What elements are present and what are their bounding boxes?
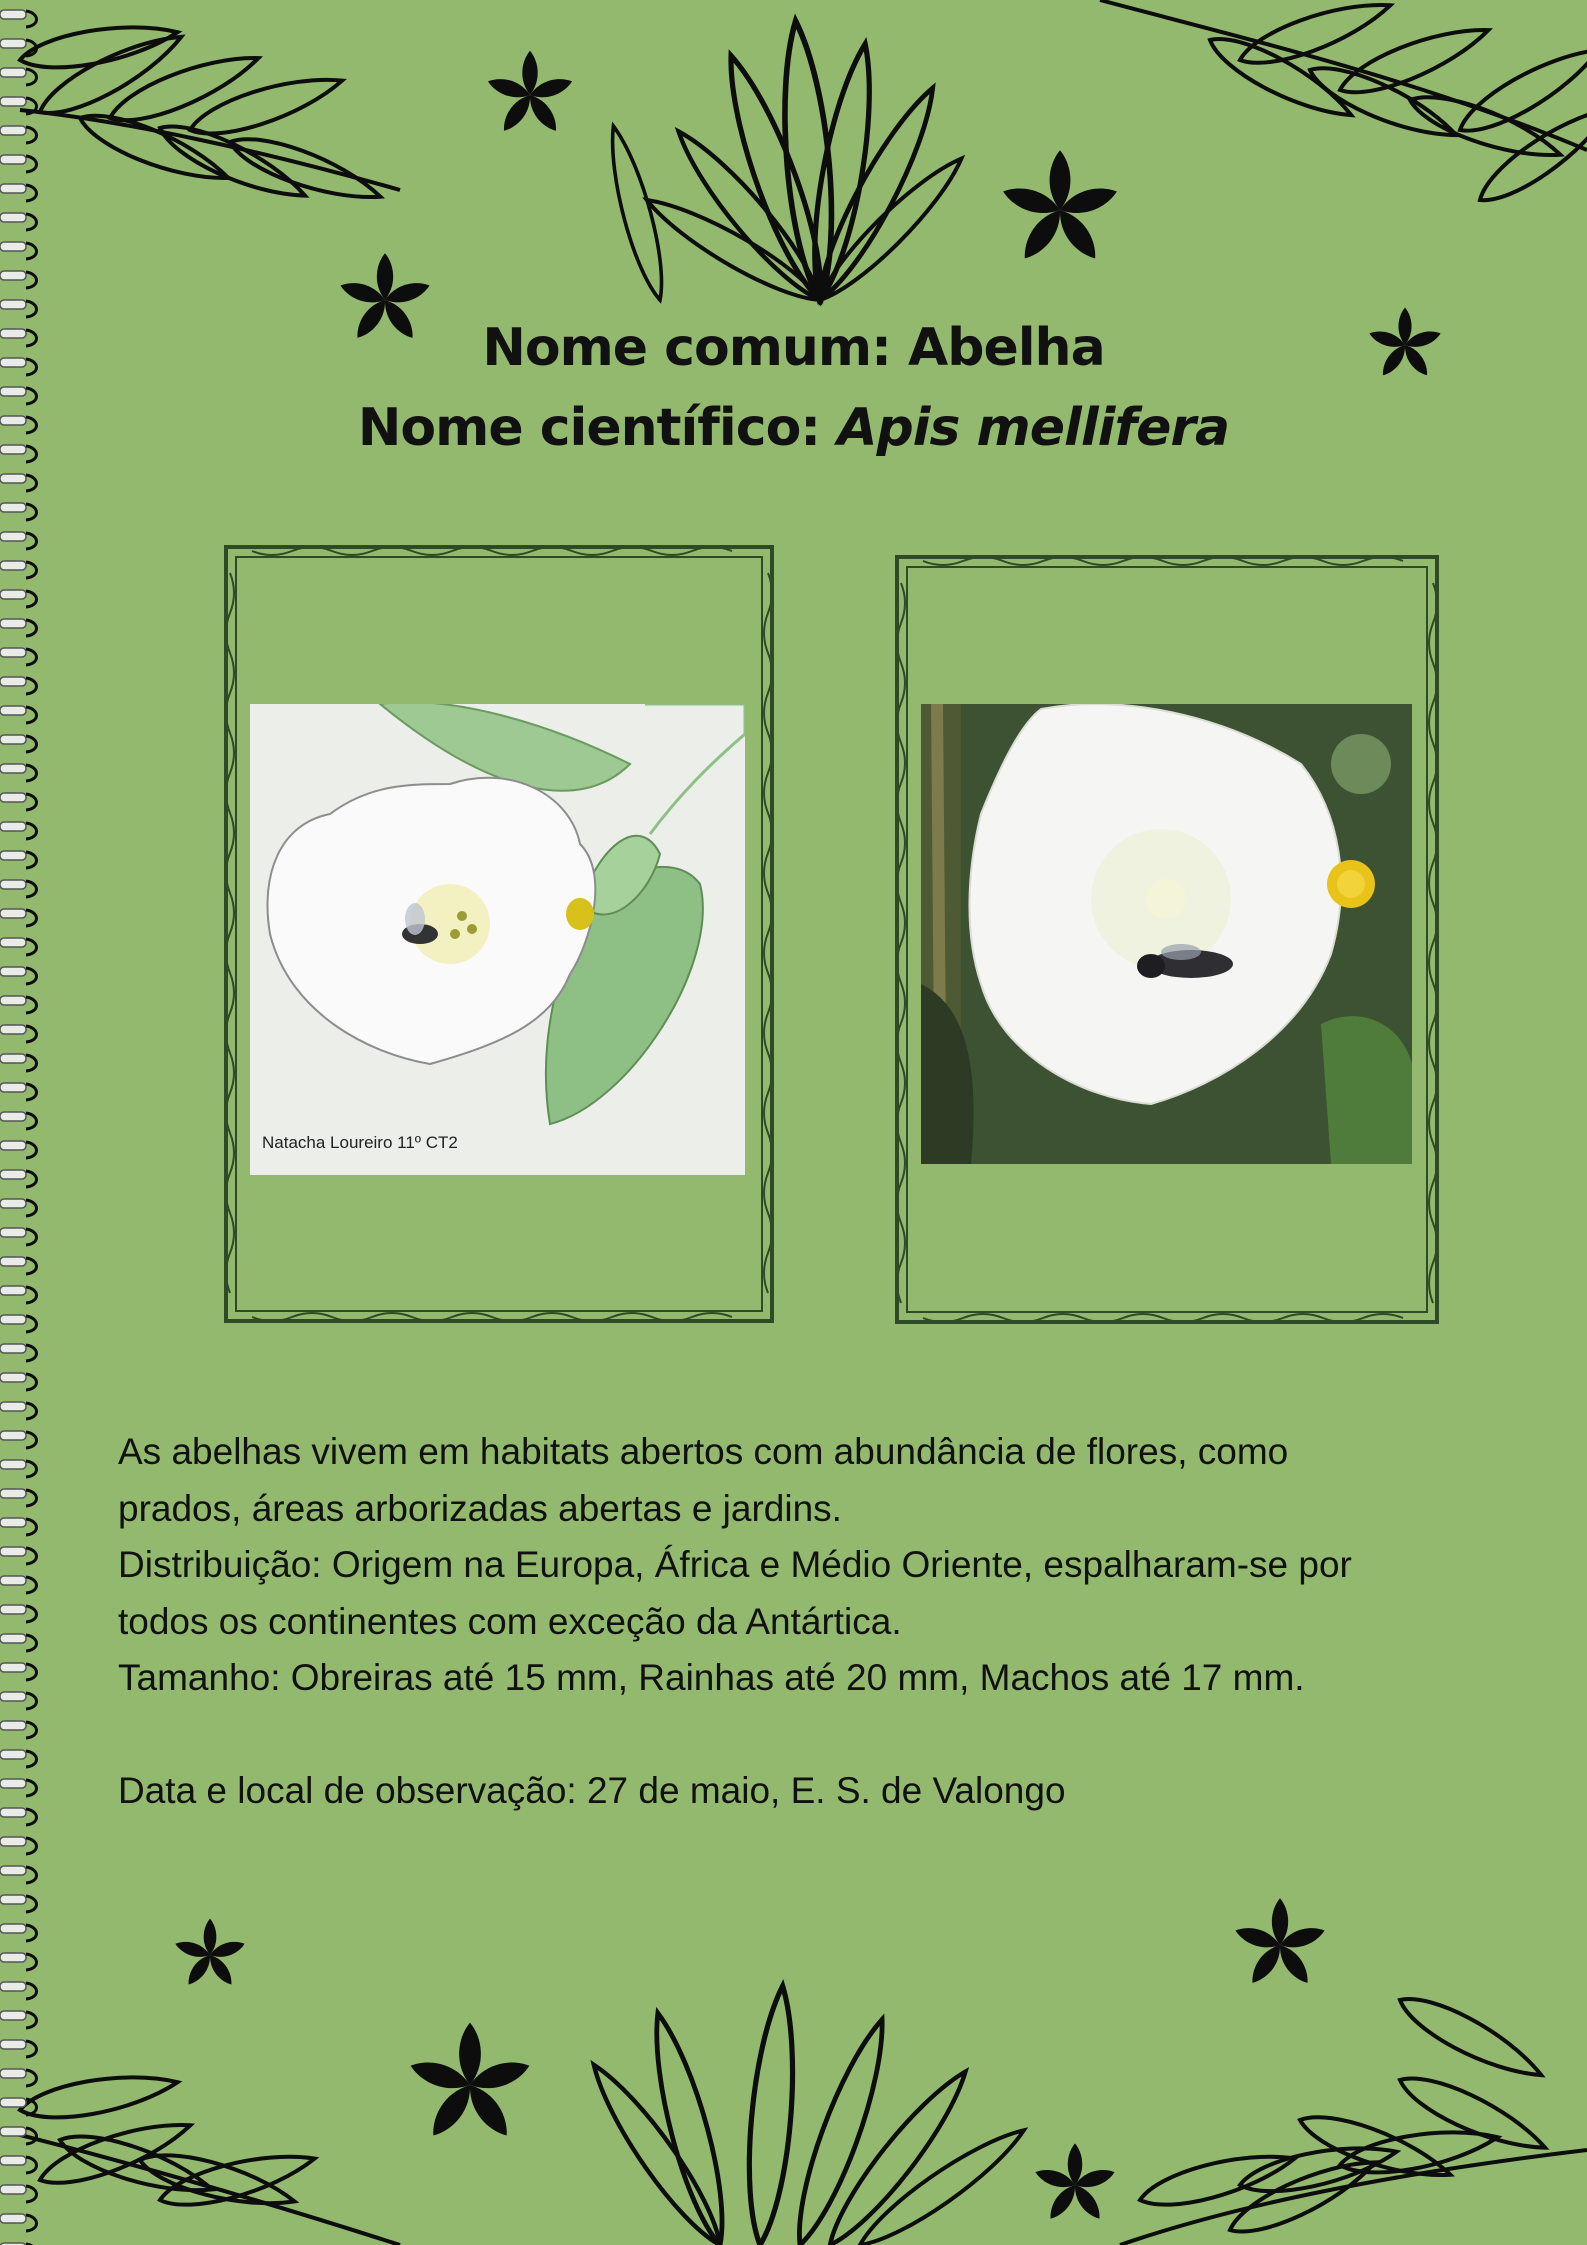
spiral-ring: [0, 184, 26, 193]
spiral-ring: [0, 706, 26, 715]
spiral-hook: [26, 156, 37, 172]
spiral-hook: [26, 649, 37, 665]
spiral-ring: [0, 1518, 26, 1527]
spiral-ring: [0, 1402, 26, 1411]
spiral-ring: [0, 909, 26, 918]
spiral-ring: [0, 1634, 26, 1643]
size-line: Tamanho: Obreiras até 15 mm, Rainhas até 20 mm, Machos até 17 mm.: [118, 1657, 1305, 1698]
spiral-ring: [0, 1228, 26, 1237]
spiral-ring: [0, 2040, 26, 2049]
spiral-ring: [0, 822, 26, 831]
spiral-hook: [26, 2070, 37, 2086]
common-name-value: Abelha: [907, 318, 1105, 378]
spiral-ring: [0, 1808, 26, 1817]
spiral-ring: [0, 2127, 26, 2136]
spiral-hook: [26, 1113, 37, 1129]
spiral-hook: [26, 562, 37, 578]
flower-icon: [407, 2023, 532, 2142]
spiral-ring: [0, 97, 26, 106]
spiral-ring: [0, 2156, 26, 2165]
spiral-ring: [0, 1141, 26, 1150]
flower-icon: [1233, 1898, 1327, 1987]
spiral-ring: [0, 2214, 26, 2223]
spiral-ring: [0, 1953, 26, 1962]
spiral-hook: [26, 1055, 37, 1071]
spiral-hook: [26, 1780, 37, 1796]
spiral-hook: [26, 2128, 37, 2144]
flower-icon: [486, 51, 575, 135]
spiral-ring: [0, 503, 26, 512]
spiral-ring: [0, 1489, 26, 1498]
spiral-ring: [0, 1460, 26, 1469]
spiral-hook: [26, 40, 37, 56]
spiral-hook: [26, 1490, 37, 1506]
spiral-hook: [26, 1229, 37, 1245]
spiral-hook: [26, 1403, 37, 1419]
spiral-ring: [0, 590, 26, 599]
spiral-hook: [26, 620, 37, 636]
spiral-ring: [0, 1663, 26, 1672]
spiral-ring: [0, 793, 26, 802]
spiral-ring: [0, 126, 26, 135]
spiral-hook: [26, 1519, 37, 1535]
spiral-ring: [0, 1692, 26, 1701]
bee-photo-image: [921, 704, 1412, 1164]
spiral-ring: [0, 967, 26, 976]
spiral-hook: [26, 1432, 37, 1448]
spiral-ring: [0, 619, 26, 628]
spiral-ring: [0, 996, 26, 1005]
spiral-ring: [0, 561, 26, 570]
spiral-ring: [0, 1779, 26, 1788]
spiral-ring: [0, 474, 26, 483]
spiral-hook: [26, 504, 37, 520]
habitat-line-2: prados, áreas arborizadas abertas e jardins.: [118, 1487, 842, 1529]
spiral-hook: [26, 1983, 37, 1999]
spiral-hook: [26, 1925, 37, 1941]
spiral-ring: [0, 1605, 26, 1614]
flower-icon: [1000, 150, 1120, 264]
spiral-hook: [26, 185, 37, 201]
spiral-hook: [26, 1461, 37, 1477]
spiral-ring: [0, 1083, 26, 1092]
spiral-hook: [26, 69, 37, 85]
spiral-hook: [26, 2186, 37, 2202]
spiral-hook: [26, 1374, 37, 1390]
spiral-hook: [26, 1316, 37, 1332]
spiral-ring: [0, 735, 26, 744]
spiral-ring: [0, 1112, 26, 1121]
spiral-hook: [26, 1954, 37, 1970]
spiral-hook: [26, 1722, 37, 1738]
spiral-hook: [26, 1258, 37, 1274]
leaf-fan-top-center: [600, 19, 972, 313]
spiral-hook: [26, 852, 37, 868]
spiral-ring: [0, 1286, 26, 1295]
leaf-branch-top-left: [17, 16, 400, 212]
spiral-ring: [0, 1373, 26, 1382]
spiral-hook: [26, 2012, 37, 2028]
spiral-hook: [26, 1664, 37, 1680]
spiral-ring: [0, 213, 26, 222]
common-name-label: Nome comum:: [482, 318, 908, 378]
spiral-hook: [26, 1606, 37, 1622]
spiral-hook: [26, 591, 37, 607]
spiral-ring: [0, 1924, 26, 1933]
spiral-hook: [26, 1171, 37, 1187]
spiral-hook: [26, 939, 37, 955]
spiral-hook: [26, 1548, 37, 1564]
spiral-ring: [0, 1170, 26, 1179]
spiral-hook: [26, 1200, 37, 1216]
spiral-ring: [0, 39, 26, 48]
spiral-hook: [26, 1084, 37, 1100]
spiral-hook: [26, 823, 37, 839]
spiral-hook: [26, 1838, 37, 1854]
spiral-ring: [0, 155, 26, 164]
spacer: [118, 1707, 1518, 1763]
spiral-hook: [26, 533, 37, 549]
spiral-ring: [0, 648, 26, 657]
spiral-ring: [0, 1257, 26, 1266]
spiral-hook: [26, 997, 37, 1013]
leaf-fan-bottom-center: [580, 1984, 1032, 2245]
spiral-ring: [0, 2011, 26, 2020]
spiral-hook: [26, 1345, 37, 1361]
spiral-hook: [26, 2041, 37, 2057]
spiral-hook: [26, 301, 37, 317]
description-block: [118, 1424, 1518, 1819]
spiral-hook: [26, 736, 37, 752]
leaf-branch-bottom-left: [0, 2066, 400, 2245]
spiral-hook: [26, 1142, 37, 1158]
spiral-ring: [0, 532, 26, 541]
spiral-hook: [26, 1026, 37, 1042]
spiral-hook: [26, 1751, 37, 1767]
spiral-ring: [0, 2098, 26, 2107]
spiral-ring: [0, 1721, 26, 1730]
common-name-heading: [0, 318, 1587, 378]
spiral-hook: [26, 11, 37, 27]
spiral-ring: [0, 1025, 26, 1034]
spiral-hook: [26, 475, 37, 491]
spiral-hook: [26, 1635, 37, 1651]
spiral-hook: [26, 1287, 37, 1303]
spiral-hook: [26, 2099, 37, 2115]
leaf-branch-top-right: [1100, 0, 1587, 214]
spiral-hook: [26, 127, 37, 143]
distribution-line-1: Distribuição: Origem na Europa, África e Médio Oriente, espalharam-se por: [118, 1544, 1352, 1585]
spiral-ring: [0, 880, 26, 889]
spiral-ring: [0, 1866, 26, 1875]
spiral-hook: [26, 1809, 37, 1825]
spiral-hook: [26, 707, 37, 723]
spiral-hook: [26, 1867, 37, 1883]
spiral-ring: [0, 300, 26, 309]
spiral-hook: [26, 2215, 37, 2231]
spiral-ring: [0, 1750, 26, 1759]
spiral-hook: [26, 910, 37, 926]
spiral-ring: [0, 1982, 26, 1991]
spiral-hook: [26, 765, 37, 781]
spiral-ring: [0, 242, 26, 251]
spiral-hook: [26, 794, 37, 810]
spiral-hook: [26, 1577, 37, 1593]
spiral-hook: [26, 1693, 37, 1709]
spiral-ring: [0, 68, 26, 77]
flower-icon: [1033, 2143, 1117, 2223]
spiral-ring: [0, 1895, 26, 1904]
spiral-ring: [0, 387, 26, 396]
spiral-ring: [0, 1054, 26, 1063]
distribution-line-2: todos os continentes com exceção da Antártica.: [118, 1600, 902, 1642]
spiral-hook: [26, 968, 37, 984]
spiral-hook: [26, 881, 37, 897]
drawing-frame: [222, 543, 776, 1325]
observation-line: Data e local de observação: 27 de maio, E. S. de Valongo: [118, 1769, 1066, 1811]
spiral-ring: [0, 851, 26, 860]
spiral-ring: [0, 764, 26, 773]
spiral-ring: [0, 271, 26, 280]
spiral-ring: [0, 2069, 26, 2078]
scientific-name-value: Apis mellifera: [837, 398, 1230, 458]
spiral-hook: [26, 243, 37, 259]
spiral-ring: [0, 677, 26, 686]
spiral-ring: [0, 1576, 26, 1585]
spiral-ring: [0, 1315, 26, 1324]
spiral-ring: [0, 10, 26, 19]
flower-icon: [173, 1919, 246, 1989]
spiral-hook: [26, 2157, 37, 2173]
habitat-line-1: As abelhas vivem em habitats abertos com abundância de flores, como: [118, 1431, 1289, 1472]
spiral-hook: [26, 678, 37, 694]
flower-drawing-icon: [250, 704, 745, 1175]
spiral-ring: [0, 1431, 26, 1440]
scientific-name-heading: [0, 398, 1587, 458]
spiral-ring: [0, 1199, 26, 1208]
spiral-hook: [26, 98, 37, 114]
photo-frame: [893, 553, 1441, 1326]
spiral-hook: [26, 214, 37, 230]
spiral-hook: [26, 1896, 37, 1912]
spiral-ring: [0, 938, 26, 947]
scientific-name-label: Nome científico:: [357, 398, 838, 458]
spiral-hook: [26, 272, 37, 288]
spiral-ring: [0, 1344, 26, 1353]
leaf-branch-bottom-right: [1120, 1985, 1587, 2245]
spiral-ring: [0, 1547, 26, 1556]
flower-drawing-image: [250, 704, 745, 1175]
spiral-ring: [0, 1837, 26, 1846]
bee-photo-icon: [921, 704, 1412, 1164]
spiral-ring: [0, 2185, 26, 2194]
drawing-caption: Natacha Loureiro 11º CT2: [262, 1133, 458, 1152]
